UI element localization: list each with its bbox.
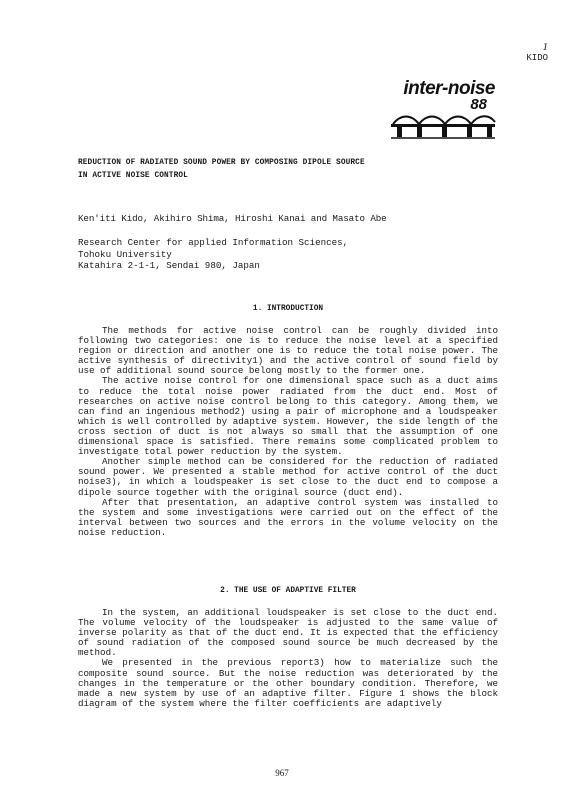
paragraph: In the system, an additional loudspeaker is set close to the duct end. The volume velocity of the loudspeaker is adjusted to the same value of inverse polarity as that of the duct end. It is expected that the efficiency of sound radiation of the composed sound source be much decreased by the method. [78, 607, 498, 659]
paragraph: After that presentation, an adaptive control system was installed to the system and some investigations were carried out on the effect of the interval between two sources and the errors in the volume velocity on the noise reduction. [78, 496, 498, 538]
page-mark: 1 [542, 41, 548, 53]
logo-text: inter-noise [403, 78, 495, 99]
paragraph: Another simple method can be considered for the reduction of radiated sound power. We presented a stable method for active control of the duct noise3), in which a loudspeaker is set close to the duct end to compose a dipole source together with the original source (duct end). [78, 456, 498, 498]
affiliation [78, 237, 348, 272]
page-number: 967 [275, 768, 289, 778]
introduction-body [78, 326, 498, 538]
paragraph: The methods for active noise control can be roughly divided into following two categories: one is to reduce the noise level at a specified region or direction and another one is to reduce the total noise power. The active synthesis of directivity1) and the active control of sound field by use of additional sound source belong mostly to the former one. [78, 325, 498, 377]
affiliation-line: Research Center for applied Information Sciences, [78, 237, 349, 248]
paper-code: KIDO [526, 53, 548, 63]
title-line: REDUCTION OF RADIATED SOUND POWER BY COMPOSING DIPOLE SOURCE [78, 159, 365, 167]
affiliation-line: Tohoku University [78, 248, 172, 260]
bridge-icon [389, 114, 497, 140]
paper-title [78, 157, 498, 183]
logo-year: 88 [470, 96, 487, 113]
author-list: Ken'iti Kido, Akihiro Shima, Hiroshi Kanai and Masato Abe [78, 213, 387, 224]
conference-logo [385, 80, 500, 140]
section-heading-introduction: 1. INTRODUCTION [252, 305, 324, 313]
paragraph: The active noise control for one dimensional space such as a duct aims to reduce the total noise power radiated from the duct end. Most of researches on active noise control belong to this category. Among them, we can find an ingenious method2) using a pair of microphone and a loudspeaker which is well controlled by adaptive system. However, the side length of the cross section of duct is not always so small that the assumption of one dimensional space is satisfied. There remains some complicated problem to investigate total power reduction by the system. [78, 375, 498, 458]
adaptive-filter-body [78, 608, 498, 709]
section-heading-adaptive-filter: 2. THE USE OF ADAPTIVE FILTER [220, 587, 356, 595]
title-line: IN ACTIVE NOISE CONTROL [78, 172, 188, 180]
paragraph: We presented in the previous report3) how to materialize such the composite sound source. But the noise reduction was deteriorated by the changes in the temperature or the other boundary condition. Therefore, we made a new system by use of an adaptive filter. Figure 1 shows the block diagram of the system where the filter coefficients are adaptively [78, 657, 498, 709]
affiliation-line: Katahira 2-1-1, Sendai 980, Japan [78, 260, 260, 272]
page-header-corner [478, 42, 548, 64]
